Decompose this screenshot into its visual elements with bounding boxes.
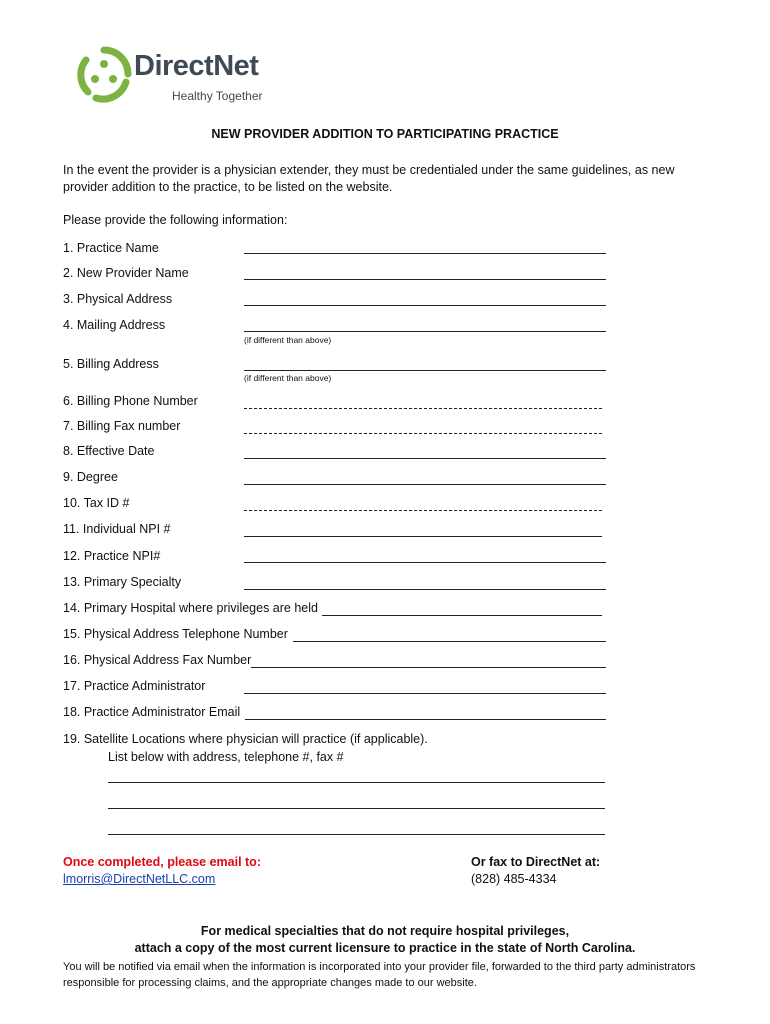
email-link[interactable]: lmorris@DirectNetLLC.com — [63, 872, 216, 886]
billing-address-input-line[interactable] — [244, 370, 606, 371]
field-label: 2. New Provider Name — [63, 266, 189, 280]
field-label: 12. Practice NPI# — [63, 549, 161, 563]
field-label: 18. Practice Administrator Email — [63, 705, 241, 719]
footer-note: You will be notified via email when the information is incorporated into your provider file, forwarded to the third party administrators responsible for processing claims, and the appropriate changes made to our website. — [63, 961, 696, 989]
tax-id-input-line[interactable] — [244, 510, 602, 511]
fax-number: (828) 485-4334 — [471, 872, 557, 886]
field-label: 9. Degree — [63, 470, 118, 484]
satellite-input-line-2[interactable] — [108, 808, 605, 809]
primary-hospital-input-line[interactable] — [322, 615, 602, 616]
directnet-logo — [76, 46, 276, 106]
practice-administrator-input-line[interactable] — [244, 693, 606, 694]
new-provider-name-input-line[interactable] — [244, 279, 606, 280]
fax-instructions: Or fax to DirectNet at: — [471, 855, 601, 869]
field-label: 15. Physical Address Telephone Number — [63, 627, 288, 641]
email-instructions: Once completed, please email to: — [63, 855, 261, 869]
practice-npi-input-line[interactable] — [244, 562, 606, 563]
field-label: 16. Physical Address Fax Number — [63, 653, 252, 667]
primary-specialty-input-line[interactable] — [244, 589, 606, 590]
field-label: 6. Billing Phone Number — [63, 394, 198, 408]
field-label: 19. Satellite Locations where physician will practice (if applicable). — [63, 732, 428, 746]
field-label: 10. Tax ID # — [63, 496, 130, 510]
field-note: (if different than above) — [244, 335, 332, 345]
logo-name: DirectNet — [134, 50, 259, 82]
physical-phone-input-line[interactable] — [293, 641, 606, 642]
logo-tagline: Healthy Together — [172, 89, 263, 103]
instructions-text: Please provide the following information: — [63, 213, 288, 227]
degree-input-line[interactable] — [244, 484, 606, 485]
practice-name-input-line[interactable] — [244, 253, 606, 254]
field-label: 4. Mailing Address — [63, 318, 166, 332]
logo-mark-icon — [76, 46, 132, 104]
mailing-address-input-line[interactable] — [244, 331, 606, 332]
field-label: 8. Effective Date — [63, 444, 155, 458]
intro-text: In the event the provider is a physician extender, they must be credentialed under the same guidelines, as new provider addition to the practice, to be listed on the website. — [63, 163, 675, 194]
field-label: 14. Primary Hospital where privileges are held — [63, 601, 318, 615]
field-label: 11. Individual NPI # — [63, 522, 171, 536]
field-label: 17. Practice Administrator — [63, 679, 206, 693]
field-label: 3. Physical Address — [63, 292, 173, 306]
field-label: 13. Primary Specialty — [63, 575, 182, 589]
effective-date-input-line[interactable] — [244, 458, 606, 459]
satellite-input-line-1[interactable] — [108, 782, 605, 783]
footer-line-1: For medical specialties that do not require hospital privileges, — [200, 924, 570, 938]
physical-address-input-line[interactable] — [244, 305, 606, 306]
field-note: (if different than above) — [244, 373, 332, 383]
administrator-email-input-line[interactable] — [245, 719, 606, 720]
physical-fax-input-line[interactable] — [251, 667, 606, 668]
field-label: 1. Practice Name — [63, 241, 159, 255]
individual-npi-input-line[interactable] — [244, 536, 602, 537]
satellite-input-line-3[interactable] — [108, 834, 605, 835]
satellite-instructions: List below with address, telephone #, fax # — [108, 750, 344, 764]
field-label: 7. Billing Fax number — [63, 419, 181, 433]
field-label: 5. Billing Address — [63, 357, 159, 371]
footer-line-2: attach a copy of the most current licensure to practice in the state of North Carolina. — [134, 941, 636, 955]
billing-fax-input-line[interactable] — [244, 433, 602, 434]
billing-phone-input-line[interactable] — [244, 408, 602, 409]
form-title: NEW PROVIDER ADDITION TO PARTICIPATING PRACTICE — [211, 127, 559, 141]
